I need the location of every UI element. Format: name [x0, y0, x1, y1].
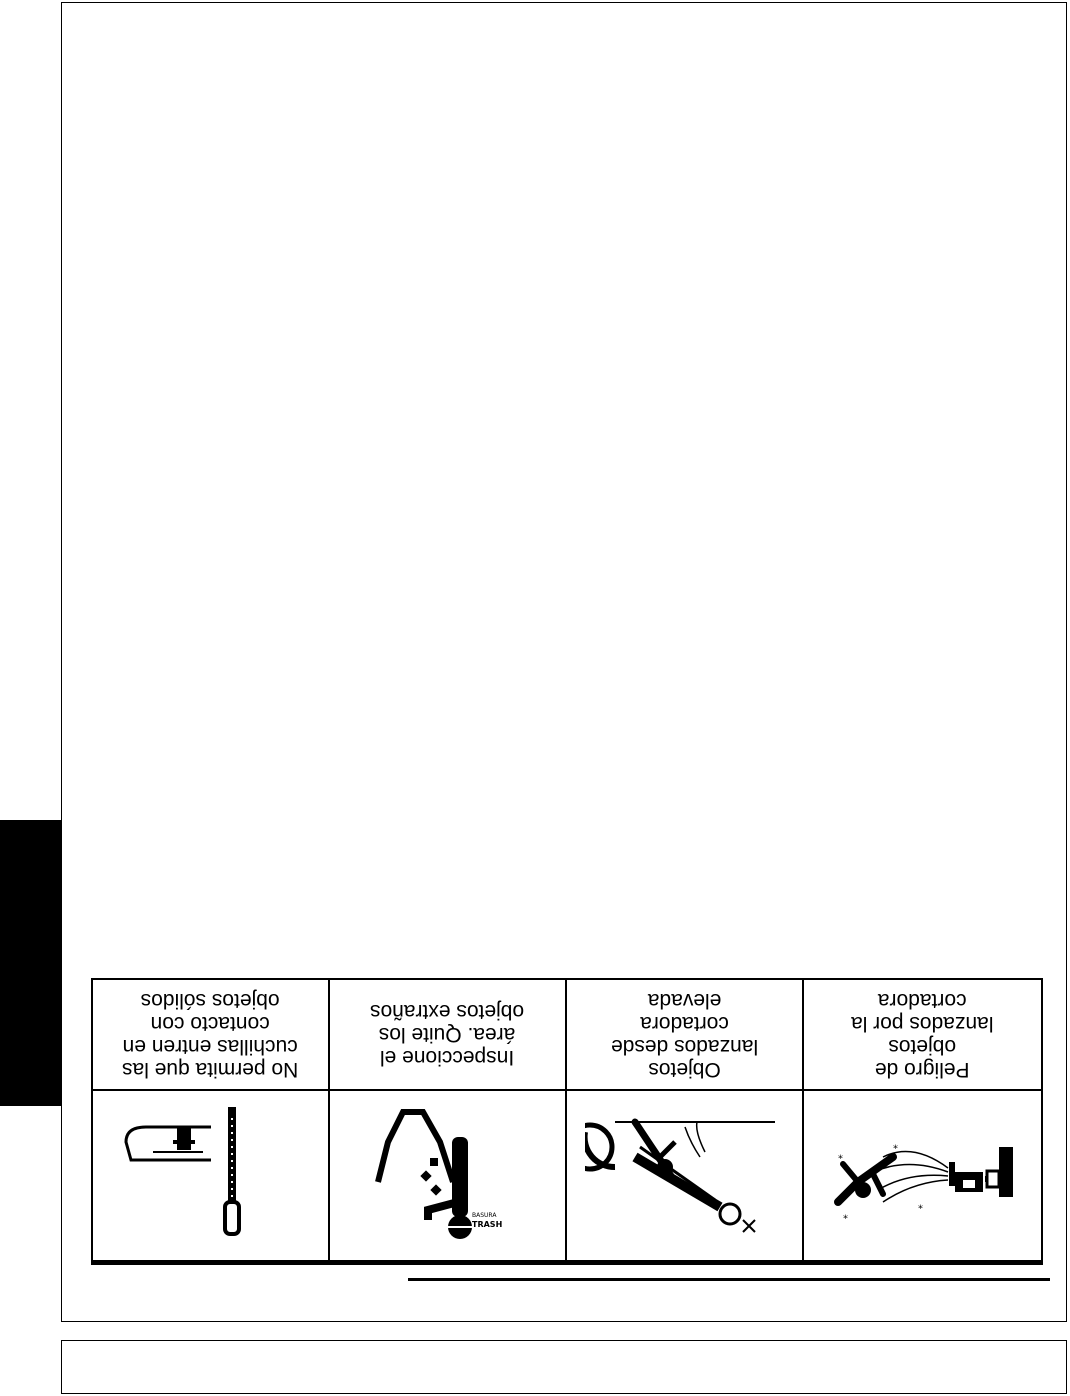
- decal-caption-cell: [330, 980, 565, 1089]
- decal-icon-cell: [567, 1091, 802, 1262]
- safety-decal-table: [91, 978, 1043, 1262]
- svg-text:*: *: [892, 1138, 898, 1150]
- decal-caption-cell: [804, 980, 1041, 1089]
- table-bottom-rule: [91, 1262, 1043, 1265]
- svg-text:*: *: [917, 1198, 923, 1210]
- thrown-objects-icon: [823, 1102, 1023, 1252]
- decal-icon-cell: [330, 1091, 565, 1262]
- decal-caption-cell: [93, 980, 328, 1089]
- decal-caption-blade-contact: No permita que las cuchillas entren en contacto con objetos sólidos: [122, 988, 299, 1081]
- svg-text:*: *: [837, 1148, 843, 1160]
- decal-caption-thrown-objects: Peligro de objetos lanzados por la cortadora: [851, 988, 994, 1081]
- section-rule: [408, 1278, 1050, 1281]
- decal-icon-cell: [804, 1091, 1041, 1262]
- svg-text:BASURA: BASURA: [471, 1211, 496, 1219]
- svg-text:TRASH: TRASH: [471, 1219, 502, 1229]
- decal-icon-cell: [93, 1091, 328, 1262]
- blade-contact-icon: [111, 1102, 311, 1252]
- svg-text:*: *: [842, 1208, 848, 1220]
- decal-caption-inspect-area: Inspeccione el área. Quite los objetos extraños: [370, 1000, 525, 1069]
- raised-mower-icon: [585, 1102, 785, 1252]
- decal-caption-cell: [567, 980, 802, 1089]
- inspect-area-icon: [348, 1102, 548, 1252]
- decal-caption-raised-mower: Objetos lanzados desde cortadora elevada: [610, 988, 759, 1081]
- section-tab: [0, 820, 61, 1106]
- footer-box: [61, 1340, 1067, 1394]
